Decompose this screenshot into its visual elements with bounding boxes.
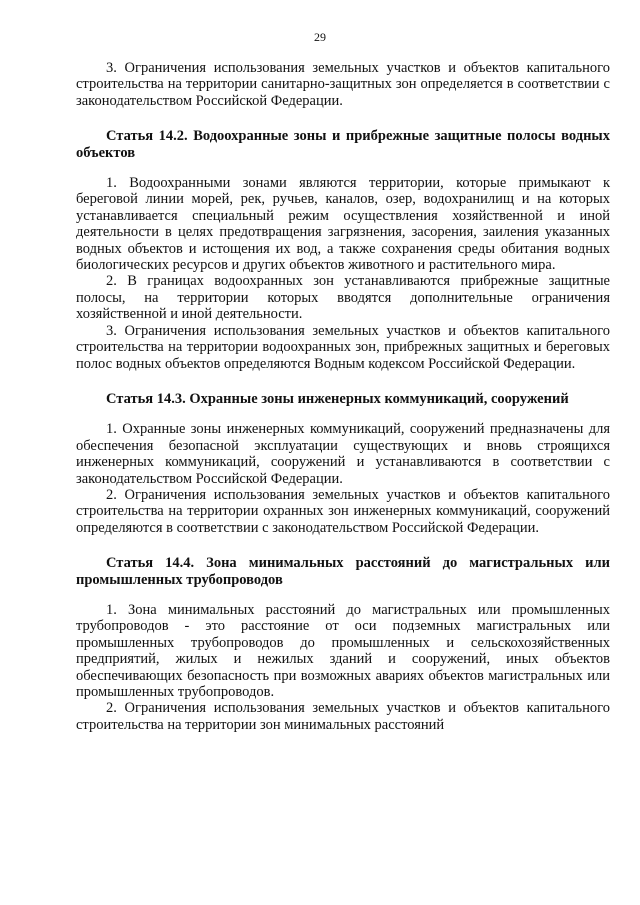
article-heading: Статья 14.3. Охранные зоны инженерных коммуникаций, сооружений bbox=[106, 390, 569, 407]
paragraph: 1. Зона минимальных расстояний до магистральных или промышленных трубопроводов - это расстояние от оси подземных магистральных или промышленных трубопроводов до промышленных и сельскохозяйственных предприятий, жилых и нежилых зданий и сооружений, иных объектов обеспечивающих безопасность при возможных авариях объектов магистральных или промышленных трубопроводов. bbox=[76, 601, 610, 700]
paragraph: 2. В границах водоохранных зон устанавливаются прибрежные защитные полосы, на территории которых вводятся дополнительные ограничения хозяйственной и иной деятельности. bbox=[76, 273, 610, 323]
article-heading: Статья 14.2. Водоохранные зоны и прибрежные защитные полосы водных объектов bbox=[76, 128, 610, 161]
paragraph: 2. Ограничения использования земельных участков и объектов капитального строительства на территории охранных зон инженерных коммуникаций, сооружений определяются в соответствии с законодательством Российской Федерации. bbox=[76, 486, 610, 536]
paragraph: 1. Охранные зоны инженерных коммуникаций, сооружений предназначены для обеспечения безопасной эксплуатации существующих и вновь строящихся инженерных коммуникаций, сооружений и устанавливаются в соответствии с законодательством Российской Федерации. bbox=[76, 421, 610, 487]
paragraph: 1. Водоохранными зонами являются территории, которые примыкают к береговой линии морей, рек, ручьев, каналов, озер, водохранилищ и на которых устанавливается специальный режим осуществления хозяйственной и иной деятельности в целях предотвращения загрязнения, засорения, заиления указанных водных объектов и истощения их вод, а также сохранения среды обитания водных биологических ресурсов и других объектов животного и растительного мира. bbox=[76, 175, 610, 274]
page-number: 29 bbox=[314, 30, 326, 44]
paragraph: 2. Ограничения использования земельных участков и объектов капитального строительства на территории зон минимальных расстояний bbox=[76, 700, 610, 733]
paragraph: 3. Ограничения использования земельных участков и объектов капитального строительства на территории водоохранных зон, прибрежных защитных и береговых полос водных объектов определяются Водным кодексом Российской Федерации. bbox=[76, 322, 610, 372]
paragraph: 3. Ограничения использования земельных участков и объектов капитального строительства на территории санитарно-защитных зон определяется в соответствии с законодательством Российской Федерации. bbox=[76, 60, 610, 109]
page-number-container bbox=[30, 30, 610, 44]
article-heading: Статья 14.4. Зона минимальных расстояний до магистральных или промышленных трубопроводов bbox=[76, 555, 610, 588]
